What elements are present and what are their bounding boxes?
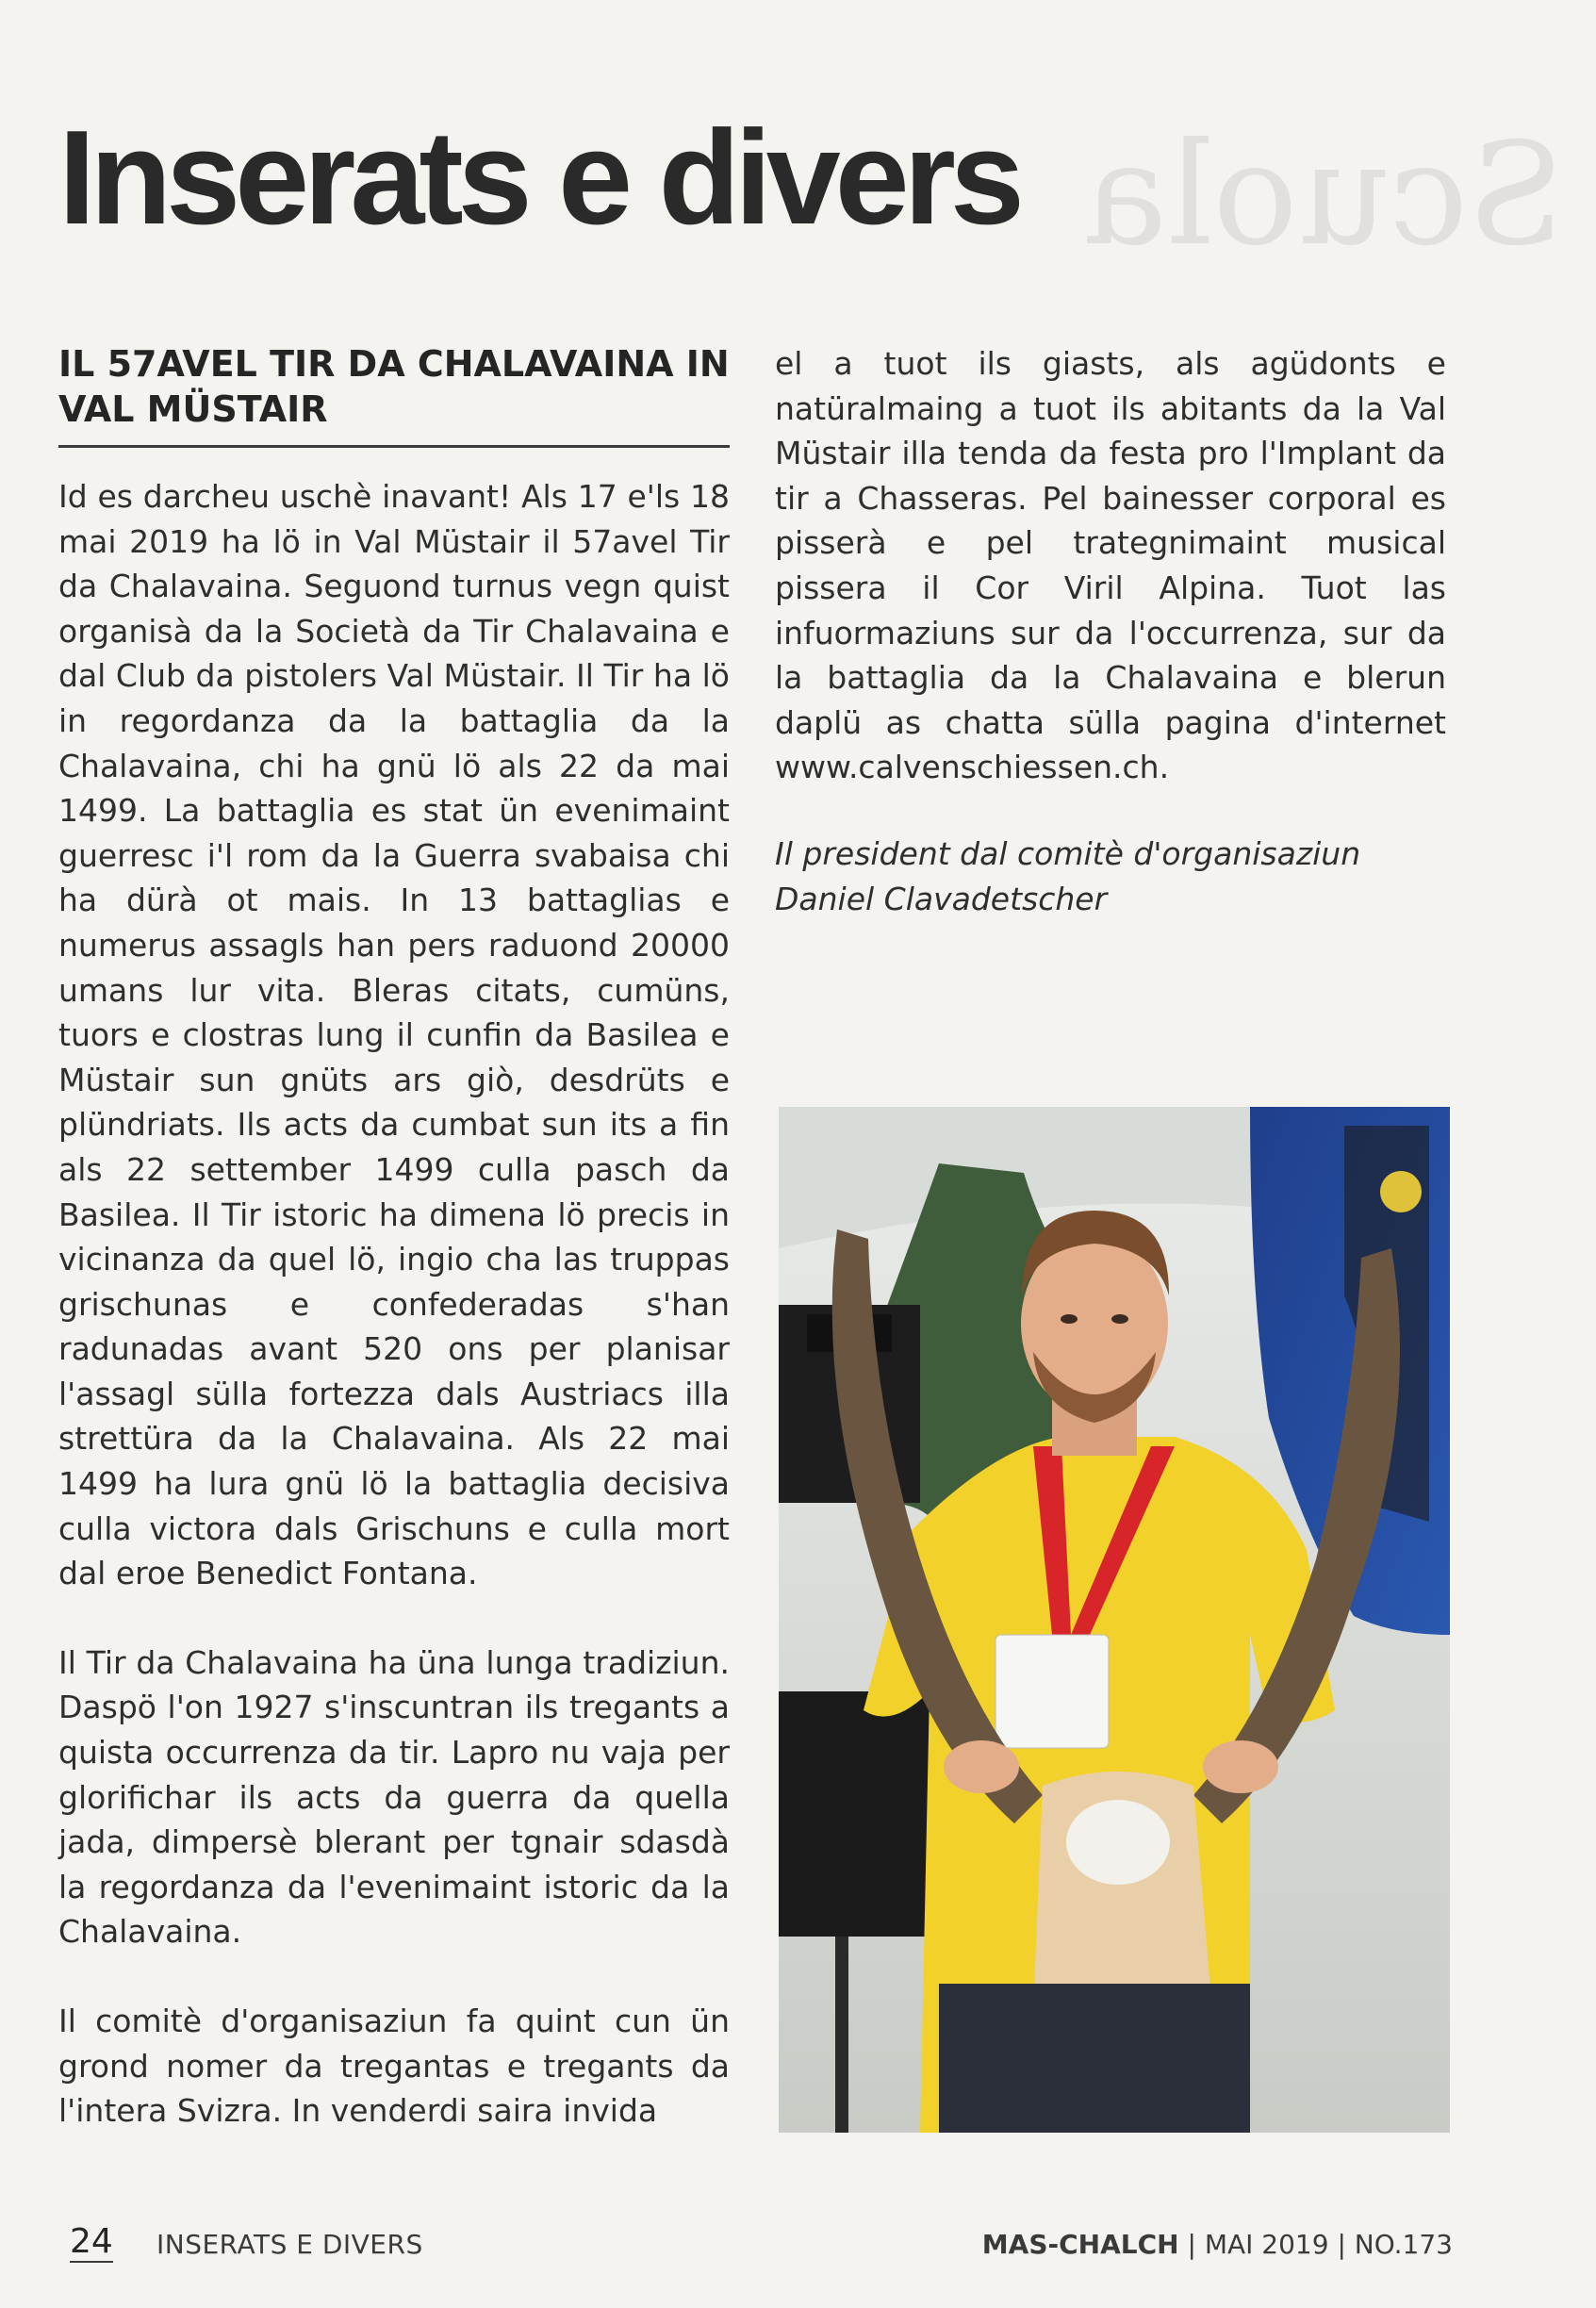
footer-publication-info [982,2229,1453,2260]
issue-date: MAI 2019 [1204,2229,1329,2260]
footer-separator-2: | [1328,2229,1355,2260]
left-column [58,341,730,2134]
article-paragraph-continued: el a tuot ils giasts, als agüdonts e natüralmaing a tuot ils abitants da la Val Müstair illa tenda da festa pro l'Implant da tir a Chasseras. Pel bainesser corporal es pisserà e pel trategnimaint musical pissera il Cor Viril Alpina. Tuot las infuormaziuns sur da l'occurrenza, sur da la battaglia da la Chalavaina e blerun daplü as chatta süllа pagina d'internet www.calvenschiessen.ch. [775,345,1446,786]
article-paragraph-2: Il Tir da Chalavaina ha üna lunga tradiziun. Daspö l'on 1927 s'inscuntran ils tregants a quista occurrenza da tir. Lapro nu vaja per glorifichar ils acts da guerra da quella jada, dimpersè blerant per tgnair sdasdà la regordanza da l'evenimaint istoric da la Chalavaina. [58,1643,730,1951]
issue-number: NO.173 [1354,2229,1453,2260]
section-title: Inserats e divers [58,103,1019,253]
right-column [775,341,1446,921]
article-paragraph-1: Id es darcheu uschè inavant! Als 17 e'ls 18 mai 2019 ha lö in Val Müstair il 57avel Tir da Chalavaina. Seguond turnus vegn quist organisà da la Società da Tir Chalavaina e dal Club da pistolers Val Müstair. Il Tir ha lö in regordanza da la battaglia da la Chalavaina, chi ha gnü lö als 22 da mai 1499. La battaglia es stat ün evenimaint guerresc i'l rom da la Guerra svabaisa chi ha dürà ot mais. In 13 battaglias e numerus assagls han pers raduond 20000 umans lur vita. Bleras citats, cumüns, tuors e clostras lung il cunfin da Basilea e Müstair sun gnüts ars giò, desdrüts e plündriats. Ils acts da cumbat sun its a fin als 22 settember 1499 culla pasch da Basilea. Il Tir istoric ha dimena lö precis in vicinanza da quel lö, ingio cha las truppas grischunas e confederadas s'han radunadas avant 520 ons per planisar l'assagl süllа fortezza dals Austriacs illa strettüra da la Chalavaina. Als 22 mai 1499 ha lura gnü lö la battaglia decisiva culla victora dals Grischuns e culla mort dal eroe Benedict Fontana. [58,478,730,1592]
article-title: IL 57AVEL TIR DA CHALAVAINA IN VAL MÜSTAIR [58,341,730,448]
photo-illustration [779,1107,1450,2133]
article-paragraph-3: Il comitè d'organisaziun fa quint cun ün grond nomer da tregantas e tregants da l'intera Svizra. In venderdi saira invida [58,2003,730,2130]
show-through-background: Scuola [1082,113,1565,277]
signature-role [775,832,1446,921]
footer-separator-1: | [1178,2229,1205,2260]
page-number: 24 [70,2222,113,2261]
signature-line-1: Il president dal comitè d'organisaziun [775,834,1361,872]
article-photo [779,1107,1450,2133]
publication-name: MAS-CHALCH [981,2229,1179,2260]
signature-line-2: Daniel Clavadetscher [775,880,1108,917]
page-footer [0,2223,1596,2261]
footer-section-name: INSERATS E DIVERS [156,2229,423,2260]
